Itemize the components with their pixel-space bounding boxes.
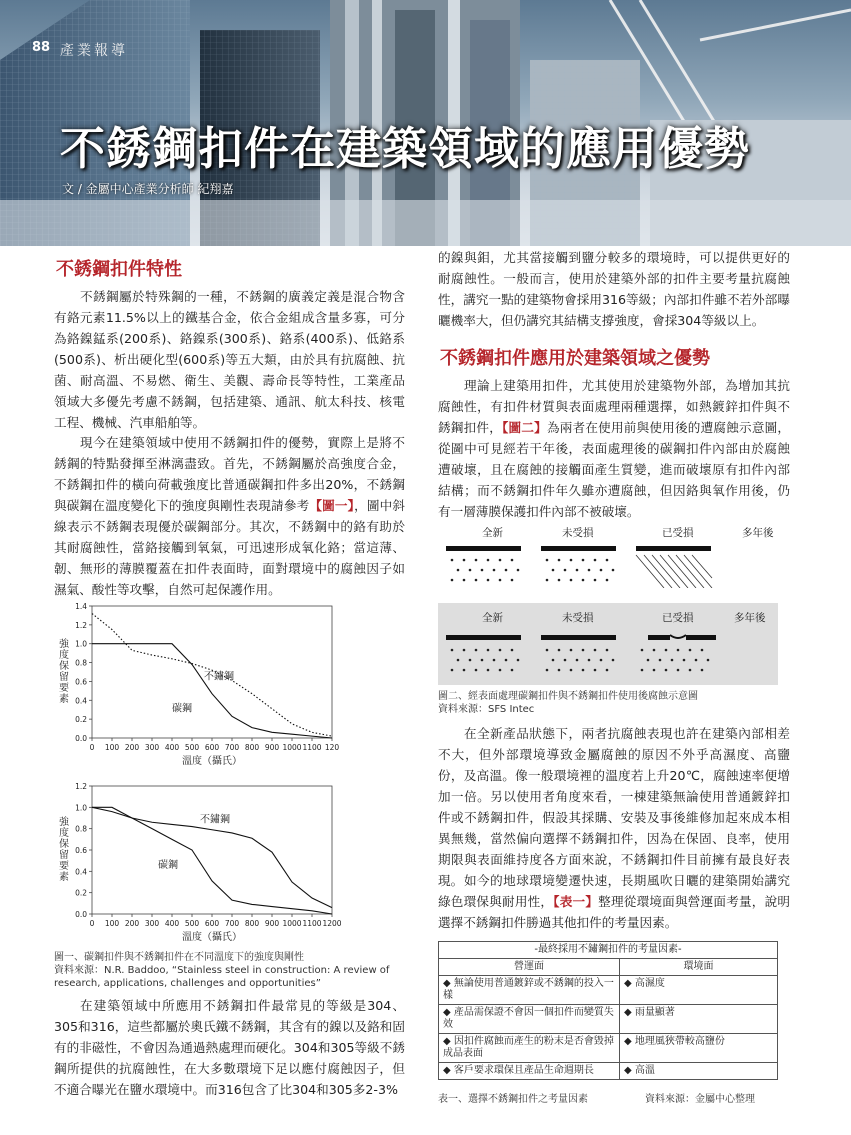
y-tick-label: 1.2 (75, 620, 87, 630)
paragraph-text: 在建築領域中所應用不銹鋼扣件最常見的等級是304、305和316，這些都屬於奧氏鐵不銹鋼，其含有的鎳以及鉻和固有的非磁性，不會因為通過熱處理而硬化。304和305等級不銹鋼所提供的抗腐蝕性，在大多數環境下足以應付腐蝕因子，但不適合曝光在鹽水環境中。而316包含了比304和305多2-3% (54, 998, 405, 1097)
x-tick-label: 600 (204, 743, 220, 752)
x-tick-label: 1000 (282, 919, 302, 928)
y-tick-label: 0.4 (75, 696, 87, 706)
y-tick-label: 1.0 (75, 803, 87, 813)
diagram-dot (457, 659, 460, 662)
table-cell: ◆ 無論使用普通鍍鋅或不銹鋼的投入一樣 (439, 976, 620, 1005)
diagram-dot (653, 649, 656, 652)
diagram-dot (606, 559, 609, 562)
diagram-dot (612, 569, 615, 572)
text-span: 理論上建築用扣件，尤其使用於建築物外部，為增加其抗腐蝕性，有扣件材質與表面處理兩種選擇，如熱鍍鋅扣件與不銹鋼扣件， (438, 378, 790, 435)
diagram-dot (499, 559, 502, 562)
figure-ref-2: 【圖二】 (502, 420, 547, 435)
x-tick-label: 200 (124, 919, 140, 928)
diagram-dot (558, 559, 561, 562)
diagram-dot (647, 659, 650, 662)
y-tick-label: 0.0 (75, 910, 87, 919)
x-tick-label: 700 (224, 743, 240, 752)
table-row (439, 976, 778, 1005)
x-tick-label: 500 (184, 743, 200, 752)
chart-strength-2 (52, 778, 342, 948)
diagram-dot (659, 659, 662, 662)
table-cell: ◆ 雨量顯著 (620, 1005, 778, 1034)
diagram-dot (558, 579, 561, 582)
y-axis-label-char: 度 (59, 650, 69, 661)
paragraph-intro (54, 286, 405, 433)
x-tick-label: 400 (164, 743, 180, 752)
paragraph-text: 的鎳與鉬，尤其當接觸到鹽分較多的環境時，可以提供更好的耐腐蝕性。一般而言，使用於建築外部的扣件主要考量抗腐蝕性，講究一點的建築物會採用316等級；內部扣件雖不若外部曝曬機率大，但仍講究其結構支撐強度，會採304等級以上。 (438, 250, 790, 328)
caption-source: 資料來源：SFS Intec (438, 704, 535, 715)
paragraph-grades (54, 995, 405, 1100)
y-axis-label-char: 素 (59, 872, 69, 883)
y-tick-label: 0.0 (75, 734, 87, 743)
page-title: 不銹鋼扣件在建築領域的應用優勢 (60, 122, 751, 175)
y-tick-label: 0.8 (75, 658, 87, 668)
series-label: 碳鋼 (158, 860, 178, 872)
x-tick-label: 800 (244, 743, 260, 752)
diagram-dot (582, 579, 585, 582)
diagram-dot (552, 569, 555, 572)
diagram-dot (689, 669, 692, 672)
diagram-dot (546, 669, 549, 672)
diagram-dot (505, 659, 508, 662)
y-tick-label: 0.6 (75, 846, 87, 855)
table-header-operations: 營運面 (439, 959, 620, 976)
diagram-dot (511, 579, 514, 582)
x-tick-label: 500 (184, 919, 200, 928)
x-tick-label: 1200 (322, 919, 342, 928)
text-span: 如今的地球環境變遷快速，長期風吹日曬的建築開始講究綠色環保與耐用性， (438, 873, 790, 909)
x-tick-label: 1100 (302, 743, 322, 752)
paragraph-text: 在全新產品狀態下，兩者抗腐蝕表現也許在建築內部相差不大，但外部環境導致金屬腐蝕的原因不外乎高濕度、高鹽份，及高溫。像一般環境裡的溫度若上升20℃，腐蝕速率便增加一倍。另以使用者角度來看，一棟建築無論使用普通鍍鋅扣件或不銹鋼扣件，假設其採購、安裝及事後維修加起來成本相異無幾，當然偏向選擇不銹鋼扣件，因為在保固、良率，使用期限與表面維持度各方面來說，不銹鋼扣件目前擁有最良好表現。 (438, 726, 790, 888)
x-tick-label: 0 (89, 919, 95, 928)
diagram-label: 未受損 (562, 527, 594, 539)
diagram-dot (612, 659, 615, 662)
x-tick-label: 700 (224, 919, 240, 928)
diagram-dot (475, 579, 478, 582)
diagram-dot (487, 579, 490, 582)
section-heading-benefits: 不銹鋼扣件應用於建築領域之優勢 (440, 348, 710, 369)
y-tick-label: 1.4 (75, 602, 87, 611)
diagram-dot (576, 569, 579, 572)
y-axis-label-char: 留 (59, 672, 69, 683)
diagram-dot (546, 649, 549, 652)
diagram-dot (606, 669, 609, 672)
diagram-dot (451, 649, 454, 652)
diagram-dot (641, 649, 644, 652)
diagram-dot (451, 559, 454, 562)
diagram-dot (594, 649, 597, 652)
diagram-dot (469, 659, 472, 662)
x-tick-label: 900 (264, 919, 280, 928)
diagram-dot (481, 659, 484, 662)
y-tick-label: 1.0 (75, 639, 87, 649)
diagram-dot (588, 569, 591, 572)
diagram-dot (463, 649, 466, 652)
diagram-dot (576, 659, 579, 662)
diagram-dot (665, 649, 668, 652)
diagram-dot (653, 669, 656, 672)
diagram-dot (475, 649, 478, 652)
x-tick-label: 0 (89, 743, 95, 752)
diagram-dot (606, 649, 609, 652)
y-tick-label: 0.6 (75, 677, 87, 687)
x-tick-label: 900 (264, 743, 280, 752)
table-row (439, 1034, 778, 1063)
diagram-dot (499, 669, 502, 672)
diagram-dot (517, 569, 520, 572)
diagram-dot (499, 649, 502, 652)
figure-ref-1: 【圖一】 (309, 498, 355, 513)
diagram-dot (481, 569, 484, 572)
diagram-dot (582, 649, 585, 652)
text-span: 現今在建築領域中使用不銹鋼扣件的優勢，實際上是將不銹鋼的特點發揮至淋漓盡致。首先，不銹鋼屬於高強度合金，不銹鋼扣件的橫向荷載強度比普通碳鋼扣件多出20%，不銹鋼與碳鋼在溫度變化下的強度與剛性表現請參考 (54, 435, 405, 513)
x-tick-label: 300 (144, 919, 160, 928)
diagram-dot (505, 569, 508, 572)
x-tick-label: 400 (164, 919, 180, 928)
factors-table (438, 941, 778, 1080)
x-tick-label: 100 (104, 743, 120, 752)
stainless-corrosion-illustration (438, 603, 778, 685)
diagram-dot (564, 659, 567, 662)
y-tick-label: 0.2 (75, 888, 87, 898)
diagram-dot (570, 579, 573, 582)
paragraph-environment (438, 723, 790, 891)
diagram-dot (475, 669, 478, 672)
diagram-dot (582, 559, 585, 562)
x-tick-label: 600 (204, 919, 220, 928)
paragraph-text (54, 432, 405, 600)
table-ref-1: 【表一】 (553, 894, 599, 909)
diagram-dot (558, 669, 561, 672)
caption-source: 資料來源：N.R. Baddoo, “Stainless steel in construction: A review of research, applications, challenges and opportunities” (54, 965, 390, 989)
series-label: 碳鋼 (172, 703, 192, 715)
table-row (439, 1063, 778, 1080)
y-axis-label-char: 強 (59, 639, 69, 650)
paragraph-continued (438, 247, 790, 331)
diagram-dot (511, 559, 514, 562)
diagram-dot (552, 659, 555, 662)
diagram-dot (600, 659, 603, 662)
diagram-label: 已受損 (662, 612, 694, 624)
diagram-dot (451, 669, 454, 672)
diagram-dot (689, 649, 692, 652)
table-cell: ◆ 客戶要求環保且產品生命週期長 (439, 1063, 620, 1080)
y-axis-label-char: 留 (59, 850, 69, 861)
corrosion-diagram-top (438, 520, 778, 588)
diagram-dot (570, 669, 573, 672)
table-cell: ◆ 產品需保證不會因一個扣件而變質失效 (439, 1005, 620, 1034)
diagram-dot (677, 649, 680, 652)
galvanized-corrosion-illustration (438, 520, 778, 588)
section-heading-characteristics: 不銹鋼扣件特性 (56, 259, 182, 280)
diagram-dot (463, 559, 466, 562)
figure2-caption (438, 690, 790, 716)
y-tick-label: 0.4 (75, 867, 87, 877)
diagram-dot (475, 559, 478, 562)
series-line-carbon (92, 644, 332, 738)
y-tick-label: 1.2 (75, 782, 87, 791)
byline: 文 / 金屬中心產業分析師 紀翔嘉 (62, 182, 234, 196)
plot-frame (92, 786, 332, 914)
diagram-label: 多年後 (742, 527, 774, 539)
paragraph-green (438, 870, 790, 933)
table-cell: ◆ 地理風狹帶較高鹽份 (620, 1034, 778, 1063)
diagram-dot (487, 649, 490, 652)
table-title: -最終採用不鏽鋼扣件的考量因素- (439, 942, 778, 959)
page-number: 88 (32, 40, 51, 55)
series-label: 不鏽鋼 (200, 814, 230, 826)
diagram-dot (457, 569, 460, 572)
diagram-dot (701, 669, 704, 672)
diagram-dot (546, 579, 549, 582)
diagram-dot (558, 649, 561, 652)
x-tick-label: 100 (104, 919, 120, 928)
diagram-dot (463, 579, 466, 582)
paragraph-text (438, 375, 790, 522)
paragraph-advantages (54, 432, 405, 600)
diagram-dot (588, 659, 591, 662)
diagram-dot (707, 659, 710, 662)
diagram-dot (641, 669, 644, 672)
table-source: 資料來源：金屬中心整理 (645, 1094, 755, 1105)
diagram-dot (671, 659, 674, 662)
y-axis-label-char: 保 (59, 661, 69, 672)
paragraph-text (438, 870, 790, 933)
diagram-dot (695, 659, 698, 662)
section-label: 產業報導 (60, 43, 128, 59)
text-span: 為兩者在使用前與使用後的遭腐蝕示意圖，從圖中可見經若干年後，表面處理後的碳鋼扣件內部由於腐蝕遭破壞，且在腐蝕的接觸面產生質變，進而破壞原有扣件內部結構；而不銹鋼扣件年久雖亦遭腐蝕，但因鉻與氧作用後，仍有一層薄膜保護扣件內部不被破壞。 (438, 420, 791, 519)
diagram-dot (701, 649, 704, 652)
diagram-dot (570, 559, 573, 562)
paragraph-text: 不銹鋼屬於特殊鋼的一種，不銹鋼的廣義定義是混合物含有鉻元素11.5%以上的鐵基合金，依合金組成含量多寡，可分為鉻鎳錳系(200系)、鉻鎳系(300系)、鉻系(400系)、低鉻系(500系)、析出硬化型(600系)等五大類，由於具有抗腐蝕、抗菌、耐高溫、不易燃、衛生、美觀、壽命長等特性，工業產品領域大多優先考慮不銹鋼，包括建築、通訊、航太科技、核電工程、機械、汽車船舶等。 (54, 289, 405, 430)
hero-banner (0, 0, 851, 246)
y-axis-label-char: 保 (59, 839, 69, 850)
x-tick-label: 1000 (282, 743, 302, 752)
diagram-dot (564, 569, 567, 572)
diagram-dot (683, 659, 686, 662)
y-tick-label: 0.8 (75, 824, 87, 834)
y-axis-label-char: 要 (59, 861, 69, 872)
diagram-dot (493, 659, 496, 662)
diagram-dot (511, 669, 514, 672)
paragraph-corrosion (438, 375, 790, 522)
corrosion-diagram-bottom (438, 603, 778, 685)
table-cell: ◆ 高溫 (620, 1063, 778, 1080)
diagram-dot (517, 659, 520, 662)
diagram-dot (487, 669, 490, 672)
diagram-label: 多年後 (734, 612, 766, 624)
diagram-dot (594, 669, 597, 672)
y-axis-label-char: 強 (59, 817, 69, 828)
text-span: ，圖中斜線表示不銹鋼表現優於碳鋼部分。其次，不銹鋼中的鉻有助於其耐腐蝕性，當鉻接觸到氧氣，可迅速形成氧化鉻；當這薄、韌、無形的薄膜覆蓋在扣件表面時，面對環境中的腐蝕因子如濕氣、酸性等攻擊，自然可起保護作用。 (54, 498, 406, 597)
table-header-environment: 環境面 (620, 959, 778, 976)
diagram-label: 已受損 (662, 527, 694, 539)
figure1-caption (54, 951, 414, 990)
y-axis-label-char: 度 (59, 828, 69, 839)
diagram-label: 全新 (482, 612, 503, 624)
y-tick-label: 0.2 (75, 715, 87, 725)
diagram-dot (499, 579, 502, 582)
table-cell: ◆ 高濕度 (620, 976, 778, 1005)
diagram-dot (594, 559, 597, 562)
x-tick-label: 300 (144, 743, 160, 752)
diagram-dot (665, 669, 668, 672)
diagram-dot (463, 669, 466, 672)
x-tick-label: 200 (124, 743, 140, 752)
diagram-dot (469, 569, 472, 572)
x-axis-label: 溫度（攝氏） (182, 756, 242, 767)
caption-title: 圖二、經表面處理碳鋼扣件與不銹鋼扣件使用後腐蝕示意圖 (438, 691, 698, 702)
caption-title: 圖一、碳鋼扣件與不銹鋼扣件在不同溫度下的強度與剛性 (54, 952, 304, 963)
diagram-dot (546, 559, 549, 562)
table-cell: ◆ 因扣件腐蝕而產生的粉末是否會毀掉成品表面 (439, 1034, 620, 1063)
diagram-dot (582, 669, 585, 672)
diagram-dot (451, 579, 454, 582)
diagram-dot (493, 569, 496, 572)
diagram-dot (677, 669, 680, 672)
text-span: 整理從環境面與營運面考量，說明選擇不銹鋼扣件勝過其他扣件的考量因素。 (438, 894, 791, 930)
diagram-dot (570, 649, 573, 652)
x-axis-label: 溫度（攝氏） (182, 932, 242, 943)
diagram-dot (487, 559, 490, 562)
chart-strength-1 (52, 598, 342, 776)
diagram-dot (600, 569, 603, 572)
series-label: 不鏽鋼 (204, 671, 234, 683)
x-tick-label: 120 (324, 743, 340, 752)
x-tick-label: 800 (244, 919, 260, 928)
diagram-dot (594, 579, 597, 582)
y-axis-label-char: 要 (59, 683, 69, 694)
diagram-label: 全新 (482, 527, 503, 539)
y-axis-label-char: 素 (59, 694, 69, 705)
table-caption: 表一、選擇不銹鋼扣件之考量因素 (438, 1094, 588, 1105)
diagram-dot (511, 649, 514, 652)
x-tick-label: 1100 (302, 919, 322, 928)
table-row (439, 1005, 778, 1034)
diagram-label: 未受損 (562, 612, 594, 624)
diagram-dot (606, 579, 609, 582)
